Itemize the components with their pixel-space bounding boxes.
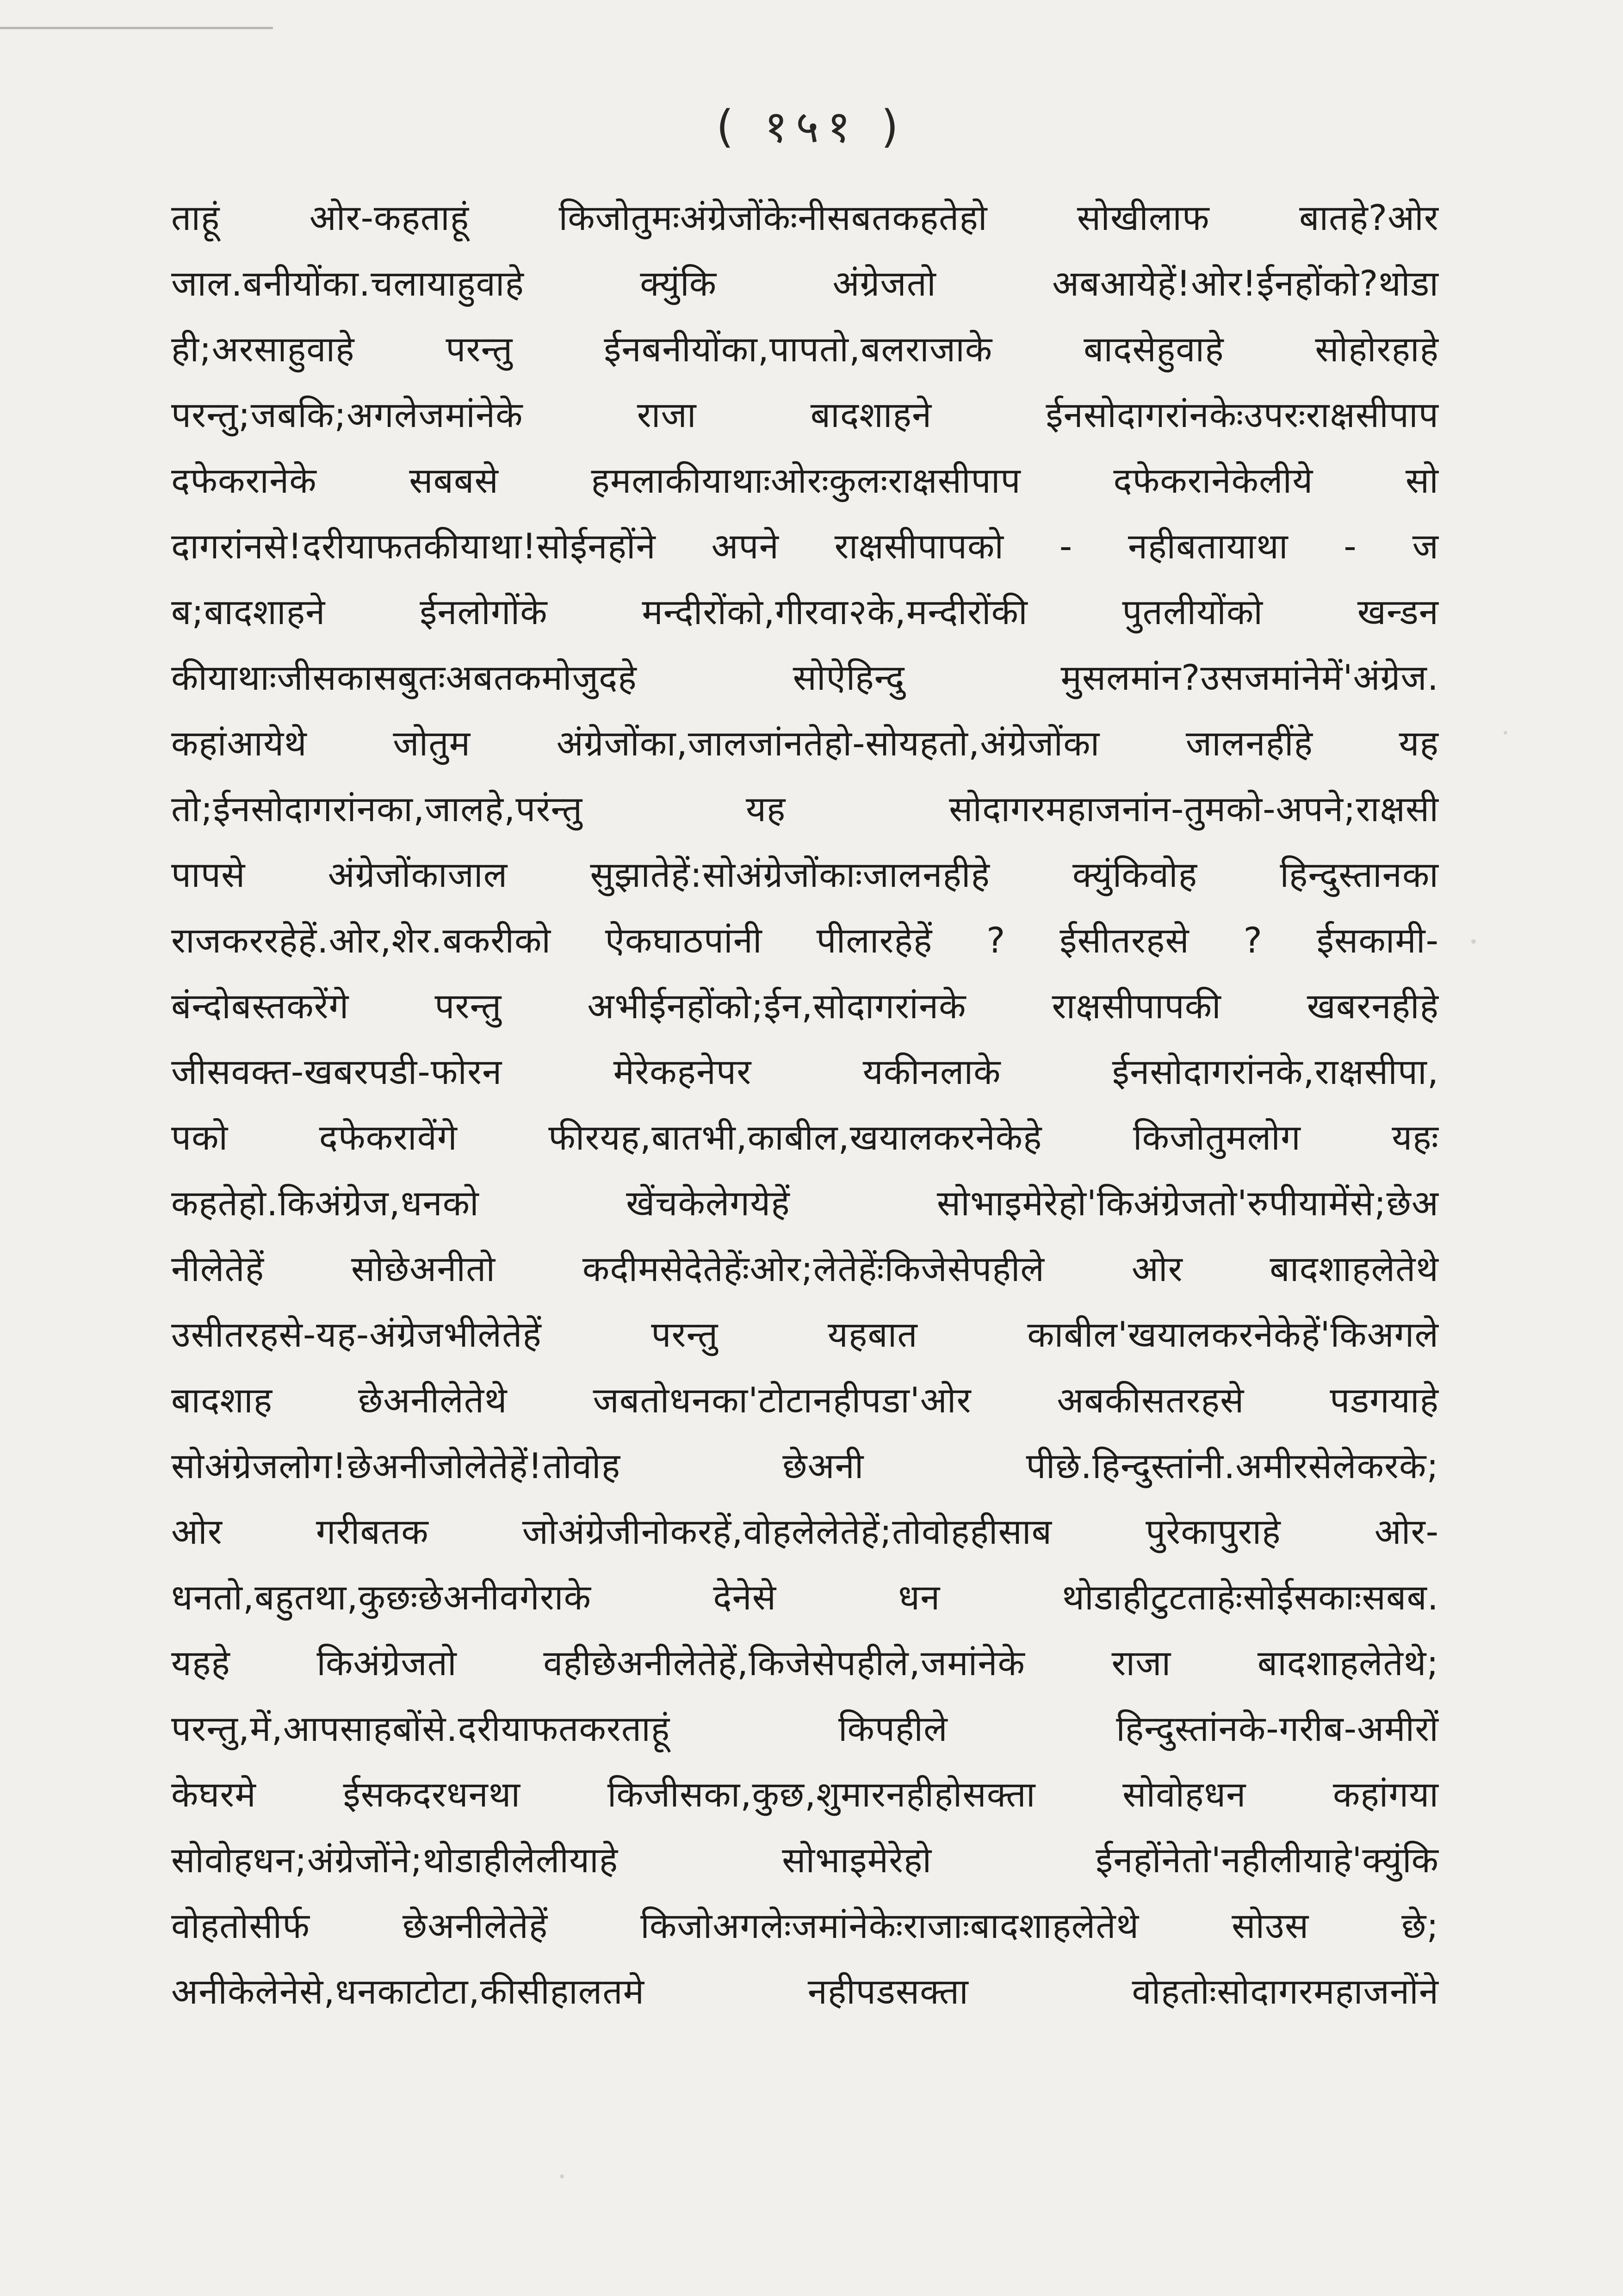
text-line: बादशाह छेअनीलेतेथे जबतोधनका'टोटानहीपडा'ओर अबकीसतरहसे पडगयाहे bbox=[171, 1380, 1439, 1421]
text-line: राजकररहेहें.ओर,शेर.बकरीको ऐकघाठपांनी पीलारहेहें ? ईसीतरहसे ? ईसकामी- bbox=[171, 920, 1439, 961]
text-line: ब;बादशाहने ईनलोगोंके मन्दीरोंको,गीरवा२के,मन्दीरोंकी पुतलीयोंको खन्डन bbox=[171, 591, 1439, 632]
page-number: ( १५१ ) bbox=[716, 101, 907, 153]
text-line: दफेकरानेके सबबसे हमलाकीयाथाःओरःकुलःराक्षसीपाप दफेकरानेकेलीये सो bbox=[171, 460, 1439, 501]
text-line: कहतेहो.किअंग्रेज,धनको खेंचकेलेगयेहें सोभाइमेरेहो'किअंग्रेजतो'रुपीयामेंसे;छेअ bbox=[171, 1182, 1439, 1224]
text-line: वोहतोसीर्फ छेअनीलेतेहें किजोअगलेःजमांनेकेःराजाःबादशाहलेतेथे सोउस छे; bbox=[171, 1905, 1439, 1946]
text-line: पको दफेकरावेंगे फीरयह,बातभी,काबील,खयालकरनेकेहे किजोतुमलोग यहः bbox=[171, 1117, 1439, 1158]
text-line: तो;ईनसोदागरांनका,जालहे,परंन्तु यह सोदागरमहाजनांन-तुमको-अपने;राक्षसी bbox=[171, 788, 1439, 829]
scan-speck bbox=[1504, 731, 1507, 735]
text-line: केघरमे ईसकदरधनथा किजीसका,कुछ,शुमारनहीहोसक्ता सोवोहधन कहांगया bbox=[171, 1774, 1439, 1815]
text-line: यहहे किअंग्रेजतो वहीछेअनीलेतेहें,किजेसेपहीले,जमांनेके राजा बादशाहलेतेथे; bbox=[171, 1642, 1439, 1683]
text-line: पापसे अंग्रेजोंकाजाल सुझातेहें:सोअंग्रेजोंकाःजालनहीहे क्युंकिवोह हिन्दुस्तानका bbox=[171, 854, 1439, 895]
text-line: उसीतरहसे-यह-अंग्रेजभीलेतेहें परन्तु यहबात काबील'खयालकरनेकेहें'किअगले bbox=[171, 1314, 1439, 1355]
text-line: दागरांनसे!दरीयाफतकीयाथा!सोईनहोंने अपने राक्षसीपापको - नहीबतायाथा - ज bbox=[171, 526, 1439, 567]
text-line: परन्तु;जबकि;अगलेजमांनेके राजा बादशाहने ईनसोदागरांनकेःउपरःराक्षसीपाप bbox=[171, 394, 1439, 435]
text-line: कहांआयेथे जोतुम अंग्रेजोंका,जालजांनतेहो-सोयहतो,अंग्रेजोंका जालनहींहे यह bbox=[171, 723, 1439, 764]
text-line: सोअंग्रेजलोग!छेअनीजोलेतेहें!तोवोह छेअनी पीछे.हिन्दुस्तांनी.अमीरसेलेकरके; bbox=[171, 1445, 1439, 1486]
text-line: जाल.बनीयोंका.चलायाहुवाहे क्युंकि अंग्रेजतो अबआयेहें!ओर!ईनहोंको?थोडा bbox=[171, 263, 1439, 304]
scan-speck bbox=[560, 2174, 564, 2178]
text-line: बंन्दोबस्तकरेंगे परन्तु अभीईनहोंको;ईन,सोदागरांनके राक्षसीपापकी खबरनहीहे bbox=[171, 985, 1439, 1027]
text-line: जीसवक्त-खबरपडी-फोरन मेरेकहनेपर यकीनलाके ईनसोदागरांनके,राक्षसीपा, bbox=[171, 1051, 1439, 1092]
text-line: सोवोहधन;अंग्रेजोंने;थोडाहीलेलीयाहे सोभाइमेरेहो ईनहोंनेतो'नहीलीयाहे'क्युंकि bbox=[171, 1839, 1439, 1881]
scan-speck bbox=[1471, 939, 1476, 944]
text-line: ओर गरीबतक जोअंग्रेजीनोकरहें,वोहलेलेतेहें;तोवोहहीसाब पुरेकापुराहे ओर- bbox=[171, 1511, 1439, 1552]
text-line: ताहूं ओर-कहताहूं किजोतुमःअंग्रेजोंकेःनीसबतकहतेहो सोखीलाफ बातहे?ओर bbox=[171, 197, 1439, 238]
text-line: नीलेतेहें सोछेअनीतो कदीमसेदेतेहेंःओर;लेतेहेंःकिजेसेपहीले ओर बादशाहलेतेथे bbox=[171, 1248, 1439, 1289]
top-rule-mark bbox=[0, 27, 273, 29]
text-line: अनीकेलेनेसे,धनकाटोटा,कीसीहालतमे नहीपडसक्ता वोहतोःसोदागरमहाजनोंने bbox=[171, 1971, 1439, 2012]
text-line: कीयाथाःजीसकासबुतःअबतकमोजुदहे सोऐहिन्दु मुसलमांन?उसजमांनेमें'अंग्रेज. bbox=[171, 657, 1439, 698]
body-text bbox=[171, 185, 1439, 2024]
text-line: ही;अरसाहुवाहे परन्तु ईनबनीयोंका,पापतो,बलराजाके बादसेहुवाहे सोहोरहाहे bbox=[171, 328, 1439, 370]
text-line: परन्तु,में,आपसाहबोंसे.दरीयाफतकरताहूं किपहीले हिन्दुस्तांनके-गरीब-अमीरों bbox=[171, 1708, 1439, 1749]
text-line: धनतो,बहुतथा,कुछःछेअनीवगेराके देनेसे धन थोडाहीटुटताहेःसोईसकाःसबब. bbox=[171, 1577, 1439, 1618]
